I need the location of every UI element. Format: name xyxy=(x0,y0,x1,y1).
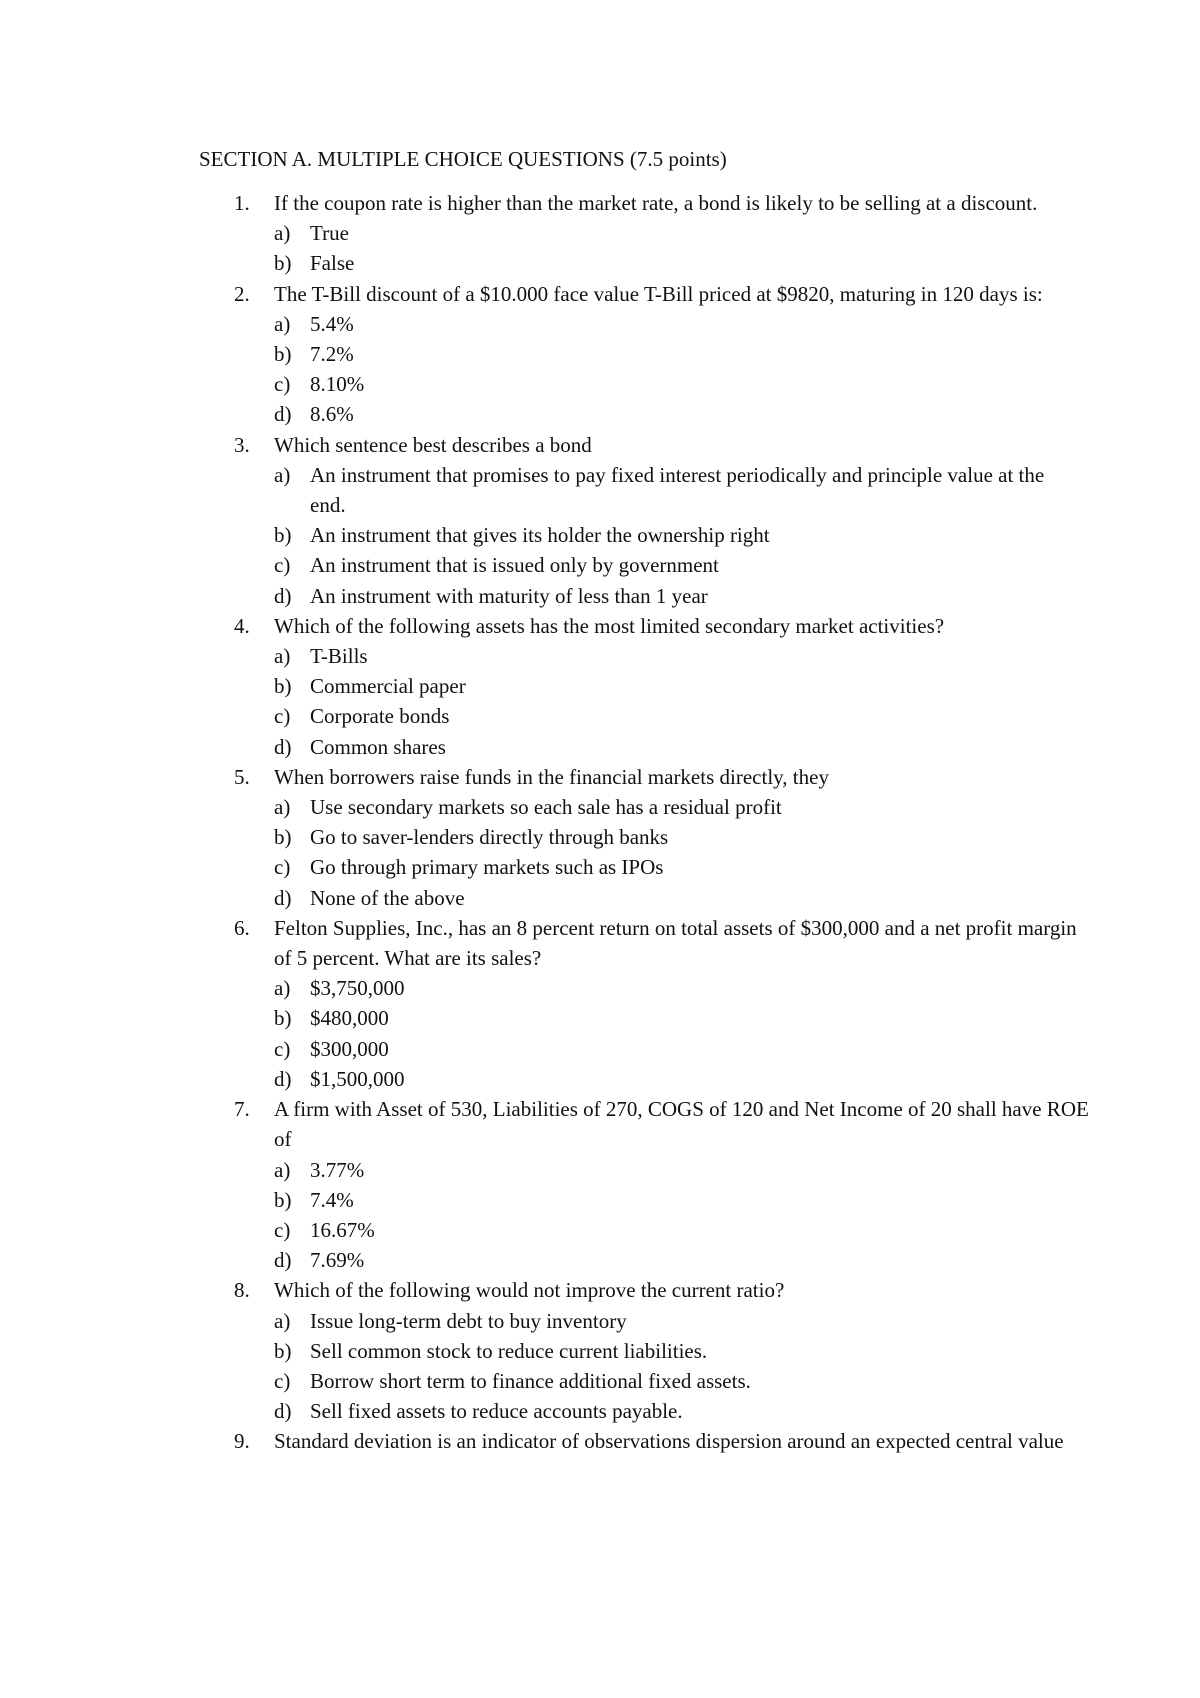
option-letter: b) xyxy=(274,342,292,367)
option-letter: c) xyxy=(274,1368,291,1393)
option-item xyxy=(0,309,1200,339)
question-text: Which of the following would not improve the current ratio? xyxy=(274,1278,785,1303)
question-text: Which of the following assets has the most limited secondary market activities? xyxy=(274,613,945,638)
option-text: An instrument with maturity of less than 1 year xyxy=(310,583,708,608)
option-item xyxy=(0,792,1200,822)
option-list xyxy=(0,641,1200,762)
option-letter: a) xyxy=(274,976,291,1001)
option-item xyxy=(0,1155,1200,1185)
question-text: When borrowers raise funds in the financial markets directly, they xyxy=(274,764,829,789)
option-letter: a) xyxy=(274,795,291,820)
option-item xyxy=(0,732,1200,762)
option-list xyxy=(0,1155,1200,1276)
option-item xyxy=(0,1336,1200,1366)
question-item xyxy=(0,188,1200,279)
option-item xyxy=(0,671,1200,701)
option-letter: b) xyxy=(274,523,292,548)
option-list xyxy=(0,218,1200,278)
option-letter: d) xyxy=(274,583,292,608)
option-item xyxy=(0,852,1200,882)
option-text: $3,750,000 xyxy=(310,976,405,1001)
option-text: 7.69% xyxy=(310,1248,365,1273)
option-list xyxy=(0,460,1200,611)
option-item xyxy=(0,399,1200,429)
question-text: If the coupon rate is higher than the market rate, a bond is likely to be selling at a discount. xyxy=(274,191,1038,215)
option-text: Use secondary markets so each sale has a residual profit xyxy=(310,795,782,820)
option-item xyxy=(0,460,1200,520)
question-text: A firm with Asset of 530, Liabilities of 270, COGS of 120 and Net Income of 20 shall have ROE of xyxy=(274,1097,1089,1152)
question-item xyxy=(0,913,1200,1094)
option-item xyxy=(0,973,1200,1003)
option-text: Commercial paper xyxy=(310,674,466,699)
question-number: 8. xyxy=(234,1278,250,1303)
option-letter: d) xyxy=(274,402,292,427)
option-item xyxy=(0,701,1200,731)
option-text: An instrument that is issued only by government xyxy=(310,553,719,578)
option-item xyxy=(0,1366,1200,1396)
option-letter: b) xyxy=(274,1187,292,1212)
question-number: 9. xyxy=(234,1429,250,1454)
question-item xyxy=(0,430,1200,611)
option-list xyxy=(0,1306,1200,1427)
question-number: 7. xyxy=(234,1097,250,1122)
option-item xyxy=(0,883,1200,913)
question-number: 4. xyxy=(234,613,250,638)
option-text: True xyxy=(310,221,349,246)
option-letter: d) xyxy=(274,1066,292,1091)
option-text: $300,000 xyxy=(310,1036,389,1061)
option-item xyxy=(0,520,1200,550)
question-item xyxy=(0,1426,1200,1456)
option-list xyxy=(0,973,1200,1094)
question-item xyxy=(0,1094,1200,1275)
option-letter: a) xyxy=(274,644,291,669)
option-letter: b) xyxy=(274,1006,292,1031)
option-item xyxy=(0,550,1200,580)
option-letter: a) xyxy=(274,221,291,246)
option-list xyxy=(0,309,1200,430)
option-text: 3.77% xyxy=(310,1157,365,1182)
section-title: SECTION A. MULTIPLE CHOICE QUESTIONS (7.5 points) xyxy=(199,147,727,171)
option-letter: c) xyxy=(274,855,291,880)
option-item xyxy=(0,1003,1200,1033)
option-letter: a) xyxy=(274,1308,291,1333)
question-text: The T-Bill discount of a $10.000 face value T-Bill priced at $9820, maturing in 120 days is: xyxy=(274,281,1043,306)
option-letter: b) xyxy=(274,825,292,850)
question-item xyxy=(0,1275,1200,1426)
option-item xyxy=(0,1185,1200,1215)
option-letter: a) xyxy=(274,1157,291,1182)
option-item xyxy=(0,1064,1200,1094)
option-text: Common shares xyxy=(310,734,446,759)
option-item xyxy=(0,1215,1200,1245)
option-text: 8.6% xyxy=(310,402,354,427)
option-letter: d) xyxy=(274,885,292,910)
option-text: Corporate bonds xyxy=(310,704,450,729)
option-text: Go to saver-lenders directly through banks xyxy=(310,825,669,850)
option-text: 16.67% xyxy=(310,1217,375,1242)
option-letter: d) xyxy=(274,1248,292,1273)
question-list xyxy=(0,188,1200,1457)
option-text: None of the above xyxy=(310,885,465,910)
option-item xyxy=(0,248,1200,278)
option-letter: c) xyxy=(274,372,291,397)
question-item xyxy=(0,279,1200,430)
option-item xyxy=(0,1306,1200,1336)
option-letter: a) xyxy=(274,462,291,487)
question-item xyxy=(0,762,1200,913)
option-text: Go through primary markets such as IPOs xyxy=(310,855,664,880)
option-letter: b) xyxy=(274,251,292,276)
option-item xyxy=(0,339,1200,369)
option-text: An instrument that gives its holder the ownership right xyxy=(310,523,770,548)
option-item xyxy=(0,581,1200,611)
option-text: $1,500,000 xyxy=(310,1066,405,1091)
option-item xyxy=(0,1245,1200,1275)
question-number: 1. xyxy=(234,191,250,215)
option-letter: b) xyxy=(274,1338,292,1363)
option-text: $480,000 xyxy=(310,1006,389,1031)
option-text: Sell fixed assets to reduce accounts payable. xyxy=(310,1399,683,1424)
option-text: T-Bills xyxy=(310,644,368,669)
option-letter: d) xyxy=(274,1399,292,1424)
option-text: 7.4% xyxy=(310,1187,354,1212)
option-letter: c) xyxy=(274,1217,291,1242)
question-number: 5. xyxy=(234,764,250,789)
option-letter: c) xyxy=(274,553,291,578)
option-item xyxy=(0,218,1200,248)
option-item xyxy=(0,369,1200,399)
option-item xyxy=(0,822,1200,852)
option-text: 8.10% xyxy=(310,372,365,397)
option-item xyxy=(0,641,1200,671)
question-text: Which sentence best describes a bond xyxy=(274,432,592,457)
option-item xyxy=(0,1034,1200,1064)
option-text: An instrument that promises to pay fixed interest periodically and principle value at the end. xyxy=(310,462,1045,518)
option-item xyxy=(0,1396,1200,1426)
option-text: 7.2% xyxy=(310,342,354,367)
option-letter: a) xyxy=(274,311,291,336)
question-number: 6. xyxy=(234,915,250,940)
option-text: Borrow short term to finance additional fixed assets. xyxy=(310,1368,751,1393)
question-text: Felton Supplies, Inc., has an 8 percent return on total assets of $300,000 and a net profit margin of 5 percent. What are its sales? xyxy=(274,915,1077,971)
option-letter: c) xyxy=(274,1036,291,1061)
option-text: 5.4% xyxy=(310,311,354,336)
question-number: 3. xyxy=(234,432,250,457)
question-text: Standard deviation is an indicator of observations dispersion around an expected central value xyxy=(274,1429,1064,1454)
option-text: Sell common stock to reduce current liabilities. xyxy=(310,1338,708,1363)
question-item xyxy=(0,611,1200,762)
option-text: False xyxy=(310,251,355,276)
question-number: 2. xyxy=(234,281,250,306)
option-text: Issue long-term debt to buy inventory xyxy=(310,1308,627,1333)
option-letter: d) xyxy=(274,734,292,759)
option-list xyxy=(0,792,1200,913)
option-letter: c) xyxy=(274,704,291,729)
option-letter: b) xyxy=(274,674,292,699)
